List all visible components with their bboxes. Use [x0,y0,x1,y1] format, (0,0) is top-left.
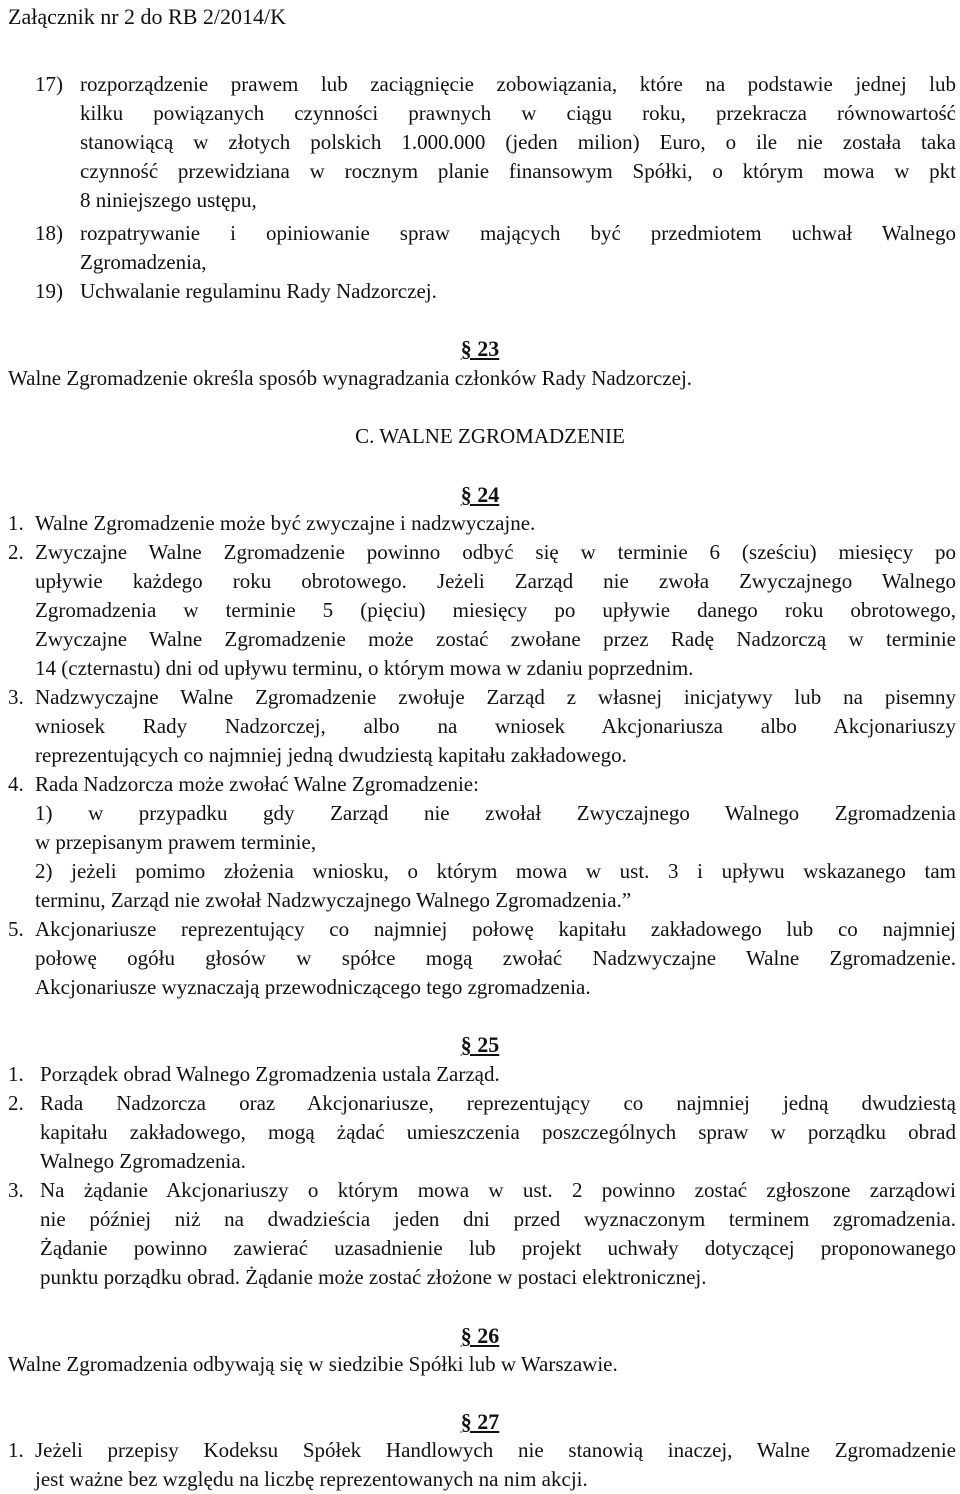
point-number: 3. [8,685,24,709]
point-number: 1. [8,1062,24,1086]
point-number: 5. [8,917,24,941]
point-text-line: wniosek Rady Nadzorczej, albo na wniosek Akcjonariusza albo Akcjonariuszy [35,714,956,738]
section-26-text: Walne Zgromadzenia odbywają się w siedzibie Spółki lub w Warszawie. [8,1352,618,1376]
item-text-line: Zgromadzenia, [80,250,207,274]
point-text-line: Zgromadzenia w terminie 5 (pięciu) miesięcy po upływie danego roku obrotowego, [35,598,956,622]
point-text-line: Walnego Zgromadzenia. [40,1149,246,1173]
point-text-line: Rada Nadzorcza może zwołać Walne Zgromadzenie: [35,772,479,796]
section-heading-26: § 26 [460,1323,500,1348]
point-text-line: Zwyczajne Walne Zgromadzenie powinno odbyć się w terminie 6 (sześciu) miesięcy po [35,540,956,564]
point-text-line: 2) jeżeli pomimo złożenia wniosku, o którym mowa w ust. 3 i upływu wskazanego tam [35,859,956,883]
point-text-line: Akcjonariusze wyznaczają przewodniczącego tego zgromadzenia. [35,975,591,999]
point-text-line: nie później niż na dwadzieścia jeden dni przed wyznaczonym terminem zgromadzenia. [40,1207,956,1231]
item-number: 17) [35,72,63,96]
point-text-line: kapitału zakładowego, mogą żądać umieszczenia poszczególnych spraw w porządku obrad [40,1120,956,1144]
section-title: C. WALNE ZGROMADZENIE [355,424,625,448]
point-text-line: terminu, Zarząd nie zwołał Nadzwyczajnego Walnego Zgromadzenia.” [35,888,632,912]
point-number: 3. [8,1178,24,1202]
point-text-line: połowę ogółu głosów w spółce mogą zwołać Nadzwyczajne Walne Zgromadzenie. [35,946,956,970]
point-text-line: upływie każdego roku obrotowego. Jeżeli Zarząd nie zwoła Zwyczajnego Walnego [35,569,956,593]
point-text-line: reprezentujących co najmniej jedną dwudziestą kapitału zakładowego. [35,743,627,767]
section-heading-23: § 23 [460,336,500,361]
point-text-line: Nadzwyczajne Walne Zgromadzenie zwołuje Zarząd z własnej inicjatywy lub na pisemny [35,685,956,709]
point-number: 1. [8,511,24,535]
point-text: Walne Zgromadzenie może być zwyczajne i nadzwyczajne. [35,511,536,535]
item-number: 18) [35,221,63,245]
point-number: 2. [8,540,24,564]
point-text-line: Akcjonariusze reprezentujący co najmniej połowę kapitału zakładowego lub co najmniej [35,917,956,941]
item-text-line: stanowiącą w złotych polskich 1.000.000 (jeden milion) Euro, o ile nie została taka [80,130,956,154]
point-text-line: Żądanie powinno zawierać uzasadnienie lub projekt uchwały dotyczącej proponowanego [40,1236,956,1260]
document-header: Załącznik nr 2 do RB 2/2014/K [8,4,287,29]
point-text-line: Zwyczajne Walne Zgromadzenie może zostać zwołane przez Radę Nadzorczą w terminie [35,627,956,651]
point-text: Porządek obrad Walnego Zgromadzenia ustala Zarząd. [40,1062,500,1086]
item-text-line: Uchwalanie regulaminu Rady Nadzorczej. [80,279,437,303]
point-text-line: 1) w przypadku gdy Zarząd nie zwołał Zwyczajnego Walnego Zgromadzenia [35,801,956,825]
section-heading-24: § 24 [460,482,500,507]
item-number: 19) [35,279,63,303]
point-text-line: Rada Nadzorcza oraz Akcjonariusze, reprezentujący co najmniej jedną dwudziestą [40,1091,956,1115]
point-text-line: 14 (czternastu) dni od upływu terminu, o którym mowa w zdaniu poprzednim. [35,656,694,680]
point-text-line: Jeżeli przepisy Kodeksu Spółek Handlowych nie stanowią inaczej, Walne Zgromadzenie [35,1438,956,1462]
point-number: 2. [8,1091,24,1115]
section-heading-27: § 27 [460,1409,500,1434]
point-number: 1. [8,1438,24,1462]
point-text-line: punktu porządku obrad. Żądanie może zostać złożone w postaci elektronicznej. [40,1265,707,1289]
item-text-line: czynność przewidziana w rocznym planie finansowym Spółki, o którym mowa w pkt [80,159,956,183]
section-23-text: Walne Zgromadzenie określa sposób wynagradzania członków Rady Nadzorczej. [8,366,693,390]
point-text-line: Na żądanie Akcjonariuszy o którym mowa w ust. 2 powinno zostać zgłoszone zarządowi [40,1178,956,1202]
point-text-line: jest ważne bez względu na liczbę reprezentowanych na nim akcji. [35,1467,588,1491]
point-text-line: w przepisanym prawem terminie, [35,830,317,854]
point-number: 4. [8,772,24,796]
item-text-line: rozpatrywanie i opiniowanie spraw mających być przedmiotem uchwał Walnego [80,221,956,245]
section-heading-25: § 25 [460,1032,500,1057]
item-text-line: kilku powiązanych czynności prawnych w ciągu roku, przekracza równowartość [80,101,956,125]
item-text-line: 8 niniejszego ustępu, [80,188,257,212]
item-text-line: rozporządzenie prawem lub zaciągnięcie zobowiązania, które na podstawie jednej lub [80,72,956,96]
